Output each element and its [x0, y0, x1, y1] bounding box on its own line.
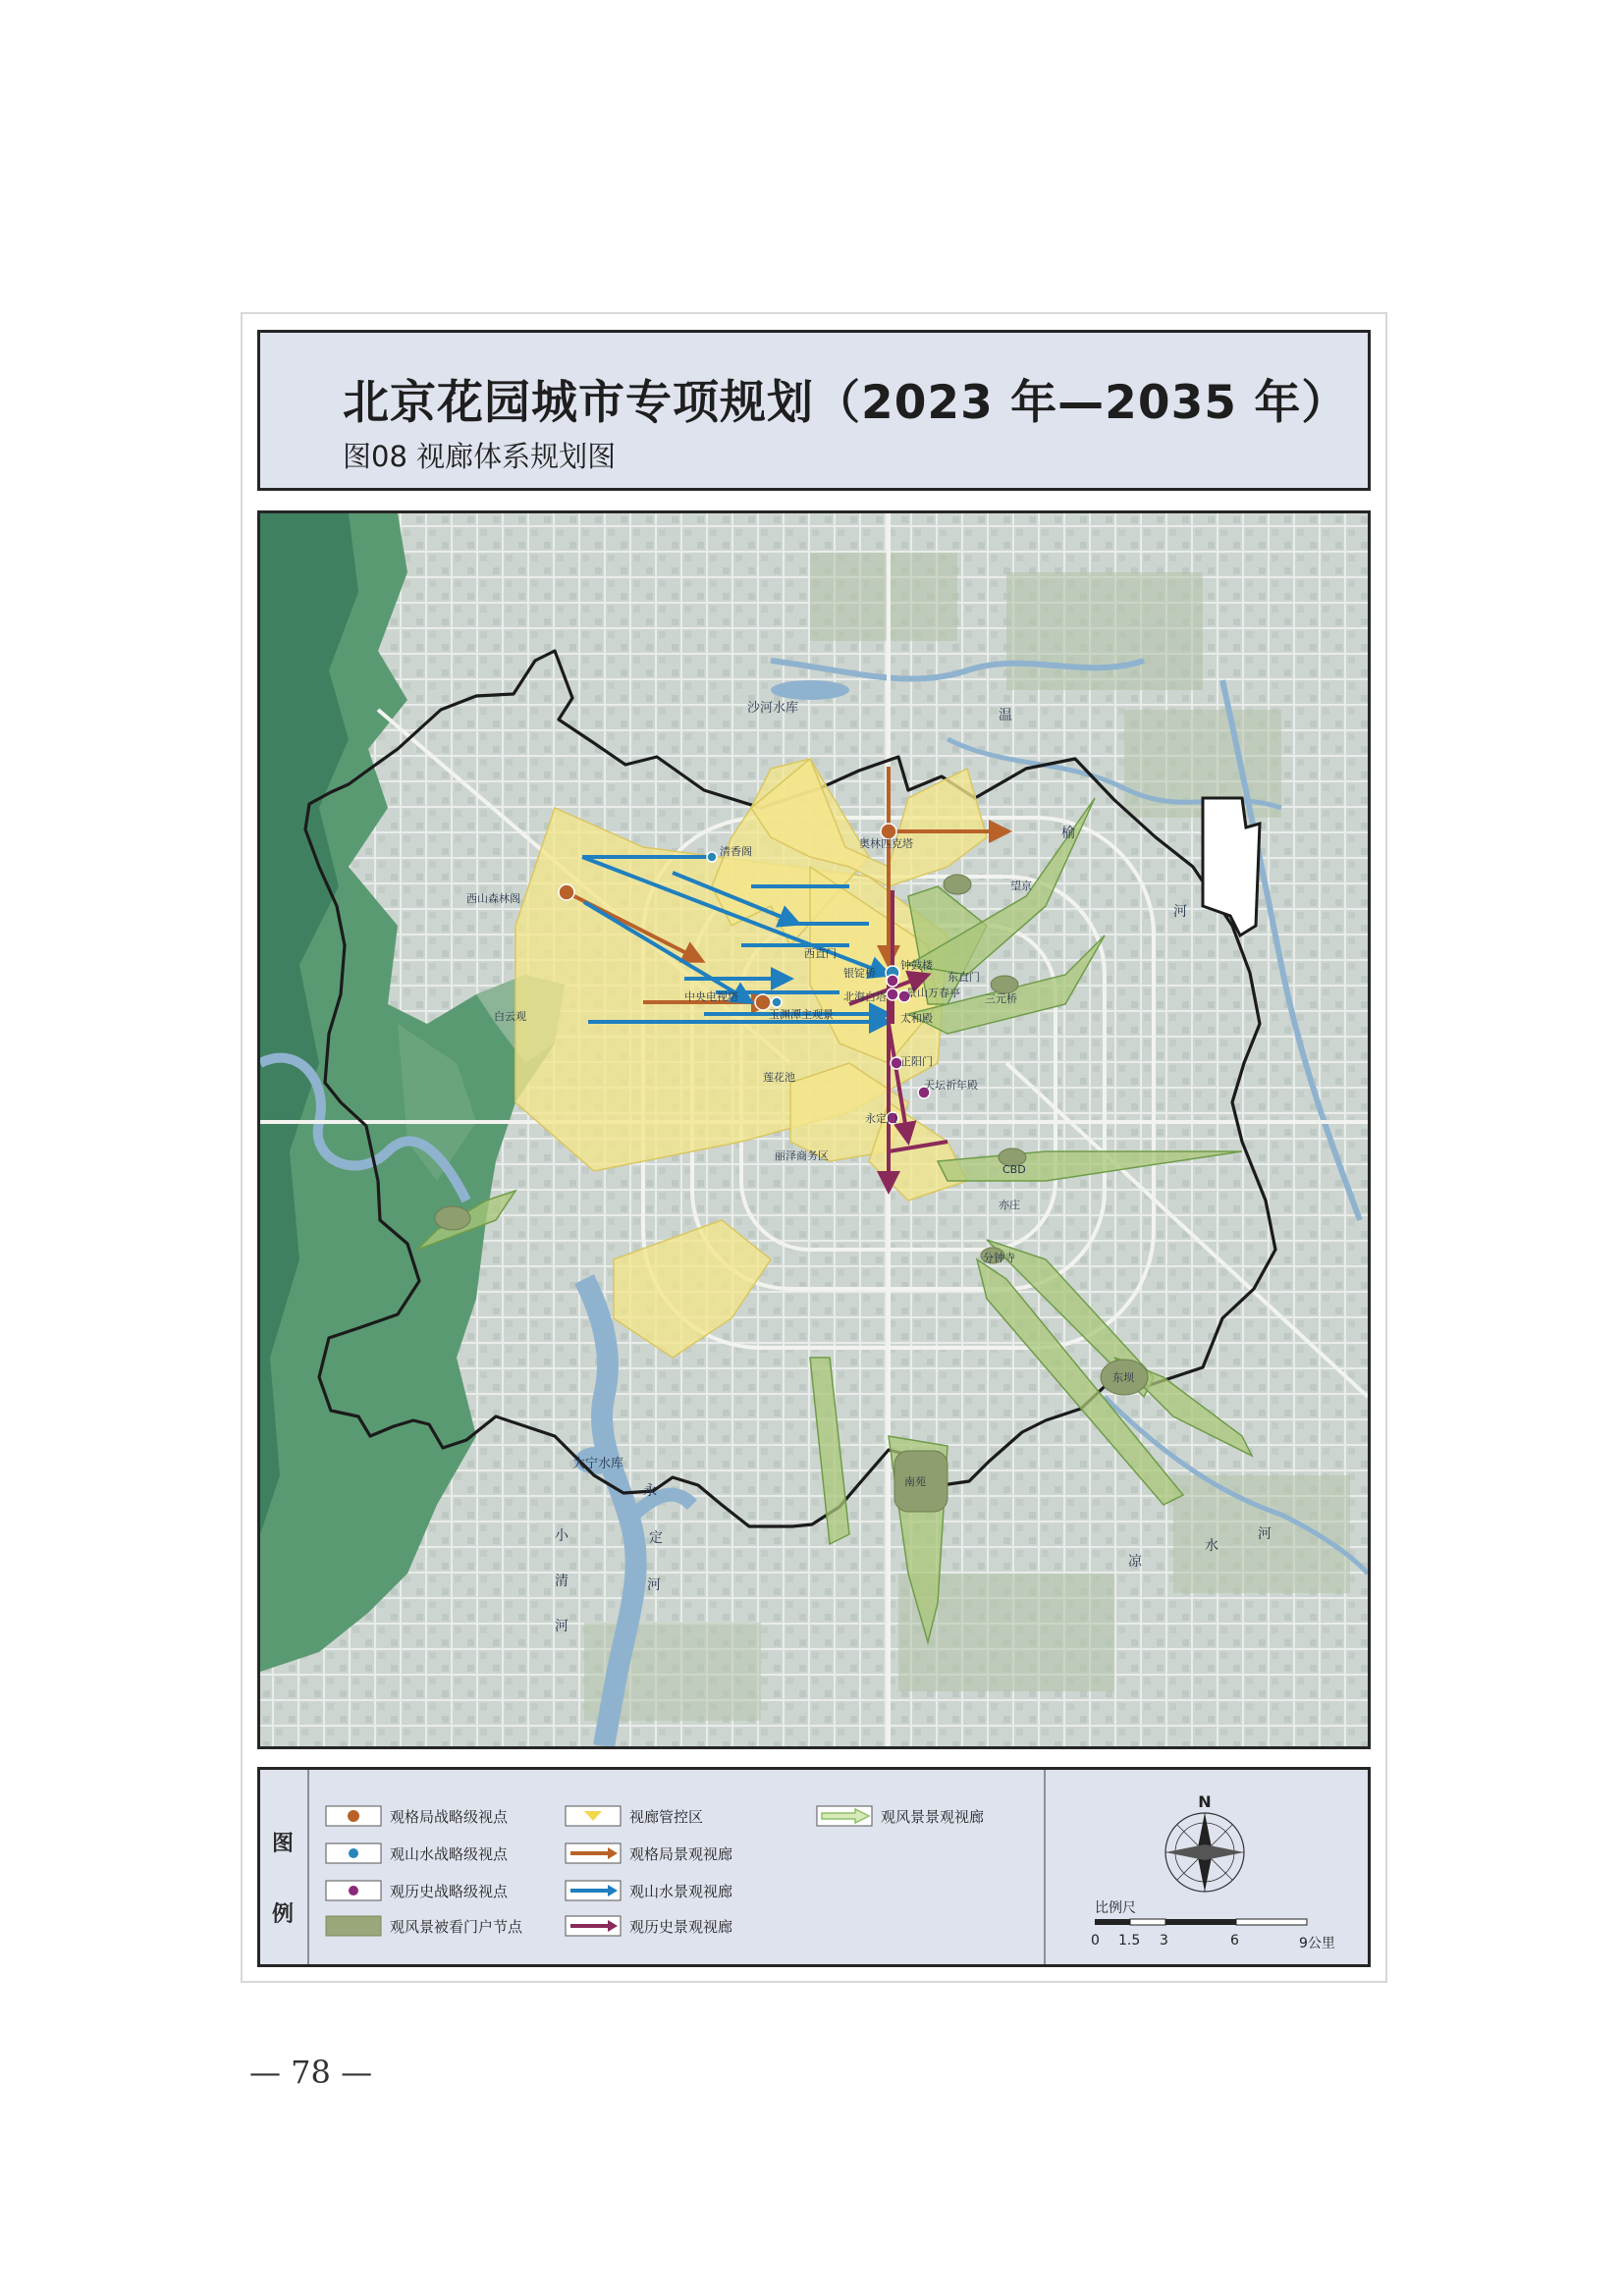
- label-fenzhongsi: 分钟寺: [983, 1252, 1015, 1264]
- label-cbd: CBD: [1002, 1163, 1026, 1176]
- label-yinding: 银锭桥: [843, 967, 876, 980]
- gateway-area-icon: [325, 1915, 382, 1937]
- page-title: 北京花园城市专项规划（2023 年—2035 年）: [343, 376, 1349, 430]
- label-wen: 温: [999, 708, 1012, 723]
- label-tiantan: 天坛祈年殿: [924, 1079, 978, 1092]
- orange-dot-icon: [325, 1805, 382, 1827]
- scale-tick-2: 3: [1160, 1933, 1168, 1949]
- label-ding: 定: [649, 1530, 663, 1546]
- scale-tick-4: 9公里: [1299, 1936, 1335, 1951]
- figure-subtitle: 图08 视廊体系规划图: [343, 440, 617, 473]
- label-xishan: 西山森林阁: [466, 892, 520, 905]
- orange-arrow-icon: [565, 1842, 622, 1864]
- legend-label: 观风景被看门户节点: [390, 1918, 523, 1936]
- label-jingshan: 景山万春亭: [906, 987, 960, 999]
- legend-label: 观格局景观视廊: [629, 1845, 733, 1863]
- label-xizhimen: 西直门: [804, 947, 837, 960]
- label-beihai: 北海白塔: [843, 990, 887, 1003]
- blue-dot-icon: [325, 1842, 382, 1864]
- label-he-liangshui: 河: [1258, 1526, 1272, 1542]
- blue-arrow-icon: [565, 1880, 622, 1901]
- scale-title: 比例尺: [1095, 1900, 1136, 1916]
- purple-arrow-icon: [565, 1915, 622, 1937]
- label-dongzhimen: 东直门: [947, 971, 980, 984]
- green-outline-arrow-icon: [816, 1805, 873, 1827]
- label-dongba: 东坝: [1112, 1371, 1134, 1384]
- page-number: — 78 —: [249, 2054, 373, 2091]
- label-he-chaobai: 河: [1173, 904, 1187, 920]
- label-sanyuan: 三元桥: [985, 992, 1017, 1005]
- map-header: [257, 330, 1371, 491]
- label-nanyuan: 南苑: [904, 1475, 926, 1488]
- legend-label: 观风景景观视廊: [881, 1808, 985, 1826]
- purple-dot-icon: [325, 1880, 382, 1901]
- label-yong: 永: [643, 1483, 657, 1499]
- label-qinghe-mountain: 清香阁: [720, 845, 752, 858]
- compass-scale-panel: [1044, 1770, 1370, 1964]
- legend-heading-bottom: 例: [272, 1902, 295, 1927]
- label-baiyun: 白云观: [494, 1010, 526, 1023]
- label-taihe: 太和殿: [900, 1012, 933, 1025]
- scale-tick-3: 6: [1230, 1933, 1239, 1949]
- label-yongdingmen: 永定门: [865, 1112, 897, 1125]
- label-zhengyangmen: 正阳门: [900, 1055, 933, 1068]
- legend-heading: [260, 1770, 309, 1964]
- label-liang: 凉: [1128, 1554, 1142, 1570]
- legend-label: 观山水战略级视点: [390, 1845, 509, 1863]
- label-olympic-tower: 奥林匹克塔: [859, 837, 913, 850]
- label-shahe-reservoir: 沙河水库: [747, 701, 799, 716]
- legend-label: 视廊管控区: [629, 1808, 704, 1826]
- label-cctv-tower: 中央电视塔: [684, 990, 738, 1003]
- legend-label: 观历史景观视廊: [629, 1918, 733, 1936]
- scale-tick-1: 1.5: [1118, 1933, 1141, 1949]
- label-lianhuachi: 莲花池: [763, 1071, 795, 1084]
- label-yu: 榆: [1061, 826, 1075, 841]
- scale-tick-0: 0: [1091, 1933, 1100, 1949]
- label-lize: 丽泽商务区: [775, 1149, 829, 1162]
- legend-label: 观山水景观视廊: [629, 1883, 733, 1900]
- label-qing: 清: [555, 1574, 568, 1589]
- map-legend: [257, 1767, 1371, 1967]
- label-wangjing: 望京: [1010, 880, 1032, 892]
- legend-heading-top: 图: [272, 1832, 295, 1856]
- label-yizhuang: 亦庄: [999, 1199, 1020, 1211]
- label-he-yongding: 河: [647, 1577, 661, 1593]
- legend-label: 观历史战略级视点: [390, 1883, 509, 1900]
- legend-label: 观格局战略级视点: [390, 1808, 509, 1826]
- label-he-qing: 河: [555, 1619, 568, 1634]
- label-shui: 水: [1205, 1538, 1218, 1554]
- label-xiao: 小: [555, 1528, 568, 1544]
- label-yuyuantan: 玉渊潭主观景: [769, 1008, 834, 1021]
- planning-map: [260, 513, 1368, 1746]
- label-dangning-reservoir: 大宁水库: [572, 1457, 624, 1471]
- label-zhonglou: 钟鼓楼: [900, 959, 933, 972]
- compass-north-label: N: [1198, 1792, 1212, 1811]
- map-panel: [257, 510, 1371, 1749]
- yellow-fan-icon: [565, 1805, 622, 1827]
